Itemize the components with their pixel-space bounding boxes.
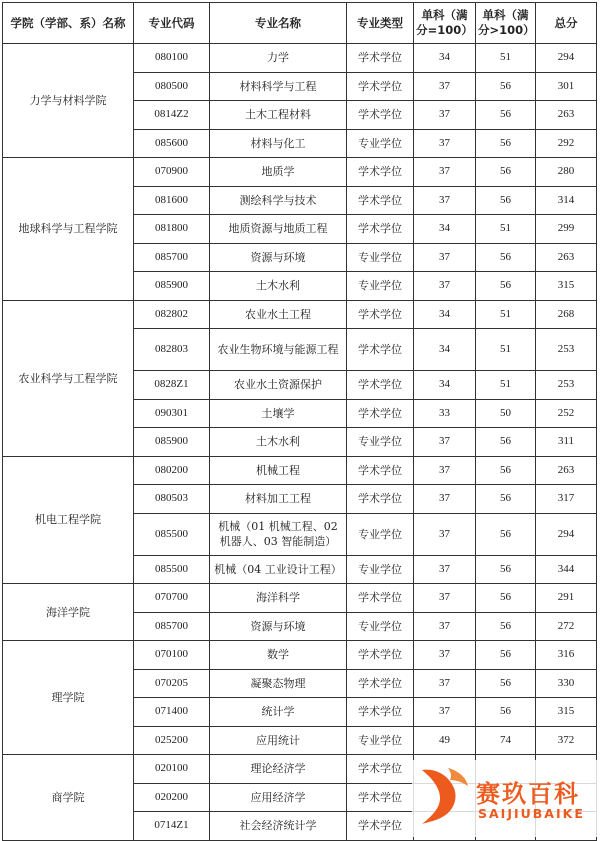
major-name: 地质资源与地质工程 <box>210 215 347 244</box>
score-single-100: 34 <box>414 371 476 400</box>
header-single-over-100: 单科（满分>100） <box>476 3 536 44</box>
major-name: 资源与环境 <box>210 243 347 272</box>
watermark-title: 赛玖百科 <box>476 780 580 808</box>
score-single-over-100: 56 <box>476 456 536 485</box>
major-name: 理论经济学 <box>210 755 347 784</box>
major-type: 学术学位 <box>347 101 414 130</box>
score-total: 299 <box>536 215 597 244</box>
major-name: 应用统计 <box>210 726 347 755</box>
score-single-100: 37 <box>414 101 476 130</box>
score-total: 315 <box>536 698 597 727</box>
score-single-100: 34 <box>414 329 476 371</box>
college-name: 力学与材料学院 <box>3 44 134 158</box>
score-total: 263 <box>536 243 597 272</box>
major-code: 070100 <box>134 641 210 670</box>
score-single-100: 34 <box>414 215 476 244</box>
score-single-over-100: 56 <box>476 698 536 727</box>
score-total: 252 <box>536 399 597 428</box>
major-code: 082802 <box>134 300 210 329</box>
score-total: 301 <box>536 72 597 101</box>
score-single-100: 37 <box>414 612 476 641</box>
score-total: 294 <box>536 44 597 73</box>
major-type: 专业学位 <box>347 726 414 755</box>
score-single-over-100: 50 <box>476 399 536 428</box>
score-table <box>2 2 597 841</box>
score-total: 272 <box>536 612 597 641</box>
table-row <box>3 584 597 613</box>
college-name: 商学院 <box>3 755 134 841</box>
watermark <box>412 760 600 837</box>
college-name: 农业科学与工程学院 <box>3 300 134 456</box>
college-name: 理学院 <box>3 641 134 755</box>
college-name: 海洋学院 <box>3 584 134 641</box>
header-code: 专业代码 <box>134 3 210 44</box>
score-total: 294 <box>536 513 597 555</box>
college-name: 地球科学与工程学院 <box>3 158 134 301</box>
major-type: 学术学位 <box>347 669 414 698</box>
major-code: 085900 <box>134 428 210 457</box>
header-row <box>3 3 597 44</box>
score-single-over-100: 56 <box>476 158 536 187</box>
header-single-100: 单科（满分=100） <box>414 3 476 44</box>
major-name: 力学 <box>210 44 347 73</box>
major-code: 0714Z1 <box>134 812 210 841</box>
score-single-100: 37 <box>414 698 476 727</box>
score-total: 344 <box>536 555 597 584</box>
major-name: 农业水土资源保护 <box>210 371 347 400</box>
score-single-100: 37 <box>414 485 476 514</box>
major-code: 0828Z1 <box>134 371 210 400</box>
major-name: 材料科学与工程 <box>210 72 347 101</box>
score-single-100: 37 <box>414 641 476 670</box>
major-type: 学术学位 <box>347 44 414 73</box>
major-name: 测绘科学与技术 <box>210 186 347 215</box>
major-code: 081600 <box>134 186 210 215</box>
major-name: 应用经济学 <box>210 783 347 812</box>
score-total: 291 <box>536 584 597 613</box>
major-name: 地质学 <box>210 158 347 187</box>
score-single-100: 33 <box>414 399 476 428</box>
major-name: 农业水土工程 <box>210 300 347 329</box>
major-name: 土木水利 <box>210 428 347 457</box>
score-single-over-100: 56 <box>476 513 536 555</box>
score-total: 253 <box>536 329 597 371</box>
major-type: 学术学位 <box>347 72 414 101</box>
major-name: 农业生物环境与能源工程 <box>210 329 347 371</box>
score-total: 317 <box>536 485 597 514</box>
score-single-over-100: 56 <box>476 428 536 457</box>
major-name: 机械（01 机械工程、02 机器人、03 智能制造） <box>210 513 347 555</box>
major-name: 社会经济统计学 <box>210 812 347 841</box>
score-total: 330 <box>536 669 597 698</box>
score-single-100: 37 <box>414 669 476 698</box>
table-body <box>3 44 597 841</box>
score-single-over-100: 51 <box>476 215 536 244</box>
score-single-100: 37 <box>414 186 476 215</box>
major-name: 海洋科学 <box>210 584 347 613</box>
score-single-100: 37 <box>414 555 476 584</box>
score-single-over-100: 56 <box>476 485 536 514</box>
major-name: 资源与环境 <box>210 612 347 641</box>
table-row <box>3 456 597 485</box>
table-row <box>3 300 597 329</box>
major-code: 071400 <box>134 698 210 727</box>
score-single-100: 37 <box>414 584 476 613</box>
major-type: 学术学位 <box>347 371 414 400</box>
major-type: 学术学位 <box>347 641 414 670</box>
major-name: 材料与化工 <box>210 129 347 158</box>
score-single-100: 34 <box>414 300 476 329</box>
score-single-100: 37 <box>414 129 476 158</box>
table-row <box>3 44 597 73</box>
major-type: 学术学位 <box>347 698 414 727</box>
major-name: 机械工程 <box>210 456 347 485</box>
major-type: 学术学位 <box>347 399 414 428</box>
score-single-over-100: 74 <box>476 726 536 755</box>
major-code: 085900 <box>134 272 210 301</box>
score-single-100: 37 <box>414 158 476 187</box>
major-code: 090301 <box>134 399 210 428</box>
major-type: 学术学位 <box>347 300 414 329</box>
major-type: 学术学位 <box>347 158 414 187</box>
score-single-over-100: 56 <box>476 641 536 670</box>
major-name: 土木水利 <box>210 272 347 301</box>
major-code: 080500 <box>134 72 210 101</box>
score-total: 316 <box>536 641 597 670</box>
major-name: 材料加工工程 <box>210 485 347 514</box>
score-single-over-100: 51 <box>476 371 536 400</box>
major-code: 081800 <box>134 215 210 244</box>
score-total: 268 <box>536 300 597 329</box>
major-type: 学术学位 <box>347 812 414 841</box>
score-single-over-100: 56 <box>476 612 536 641</box>
score-total: 263 <box>536 101 597 130</box>
score-single-over-100: 56 <box>476 72 536 101</box>
major-name: 土木工程材料 <box>210 101 347 130</box>
score-total: 311 <box>536 428 597 457</box>
score-total: 253 <box>536 371 597 400</box>
score-single-100: 37 <box>414 456 476 485</box>
major-type: 专业学位 <box>347 243 414 272</box>
score-single-over-100: 51 <box>476 44 536 73</box>
table-row <box>3 641 597 670</box>
score-single-over-100: 56 <box>476 584 536 613</box>
score-single-over-100: 56 <box>476 129 536 158</box>
score-single-100: 37 <box>414 513 476 555</box>
college-name: 机电工程学院 <box>3 456 134 584</box>
score-total: 314 <box>536 186 597 215</box>
major-code: 085600 <box>134 129 210 158</box>
major-code: 070205 <box>134 669 210 698</box>
major-type: 专业学位 <box>347 612 414 641</box>
major-type: 专业学位 <box>347 272 414 301</box>
major-code: 080100 <box>134 44 210 73</box>
major-name: 机械（04 工业设计工程） <box>210 555 347 584</box>
score-single-over-100: 56 <box>476 186 536 215</box>
score-total: 280 <box>536 158 597 187</box>
major-type: 专业学位 <box>347 428 414 457</box>
score-total: 315 <box>536 272 597 301</box>
score-single-over-100: 51 <box>476 300 536 329</box>
score-single-100: 37 <box>414 72 476 101</box>
header-total: 总分 <box>536 3 597 44</box>
score-single-100: 37 <box>414 428 476 457</box>
score-single-100: 34 <box>414 44 476 73</box>
header-type: 专业类型 <box>347 3 414 44</box>
major-code: 0814Z2 <box>134 101 210 130</box>
major-name: 土壤学 <box>210 399 347 428</box>
major-type: 学术学位 <box>347 456 414 485</box>
major-code: 085700 <box>134 243 210 272</box>
score-single-over-100: 56 <box>476 101 536 130</box>
major-type: 学术学位 <box>347 485 414 514</box>
score-single-over-100: 56 <box>476 243 536 272</box>
score-single-over-100: 56 <box>476 669 536 698</box>
major-code: 080503 <box>134 485 210 514</box>
major-name: 统计学 <box>210 698 347 727</box>
major-type: 学术学位 <box>347 186 414 215</box>
score-total: 372 <box>536 726 597 755</box>
major-code: 020200 <box>134 783 210 812</box>
major-code: 085500 <box>134 555 210 584</box>
score-total: 292 <box>536 129 597 158</box>
major-code: 070900 <box>134 158 210 187</box>
major-type: 学术学位 <box>347 584 414 613</box>
major-code: 070700 <box>134 584 210 613</box>
watermark-logo-icon <box>418 764 472 830</box>
header-name: 专业名称 <box>210 3 347 44</box>
score-single-over-100: 56 <box>476 272 536 301</box>
major-type: 学术学位 <box>347 783 414 812</box>
major-code: 025200 <box>134 726 210 755</box>
score-single-over-100: 51 <box>476 329 536 371</box>
major-name: 数学 <box>210 641 347 670</box>
watermark-subtitle: SAIJIUBAIKE <box>478 806 585 821</box>
score-single-over-100: 56 <box>476 555 536 584</box>
score-single-100: 49 <box>414 726 476 755</box>
major-code: 020100 <box>134 755 210 784</box>
major-code: 082803 <box>134 329 210 371</box>
table-row <box>3 158 597 187</box>
major-type: 学术学位 <box>347 329 414 371</box>
score-total: 263 <box>536 456 597 485</box>
major-type: 专业学位 <box>347 555 414 584</box>
score-single-100: 37 <box>414 272 476 301</box>
header-college: 学院（学部、系）名称 <box>3 3 134 44</box>
major-type: 专业学位 <box>347 129 414 158</box>
major-type: 专业学位 <box>347 513 414 555</box>
score-single-100: 37 <box>414 243 476 272</box>
major-code: 085700 <box>134 612 210 641</box>
major-name: 凝聚态物理 <box>210 669 347 698</box>
major-code: 080200 <box>134 456 210 485</box>
major-code: 085500 <box>134 513 210 555</box>
major-type: 学术学位 <box>347 215 414 244</box>
major-type: 学术学位 <box>347 755 414 784</box>
